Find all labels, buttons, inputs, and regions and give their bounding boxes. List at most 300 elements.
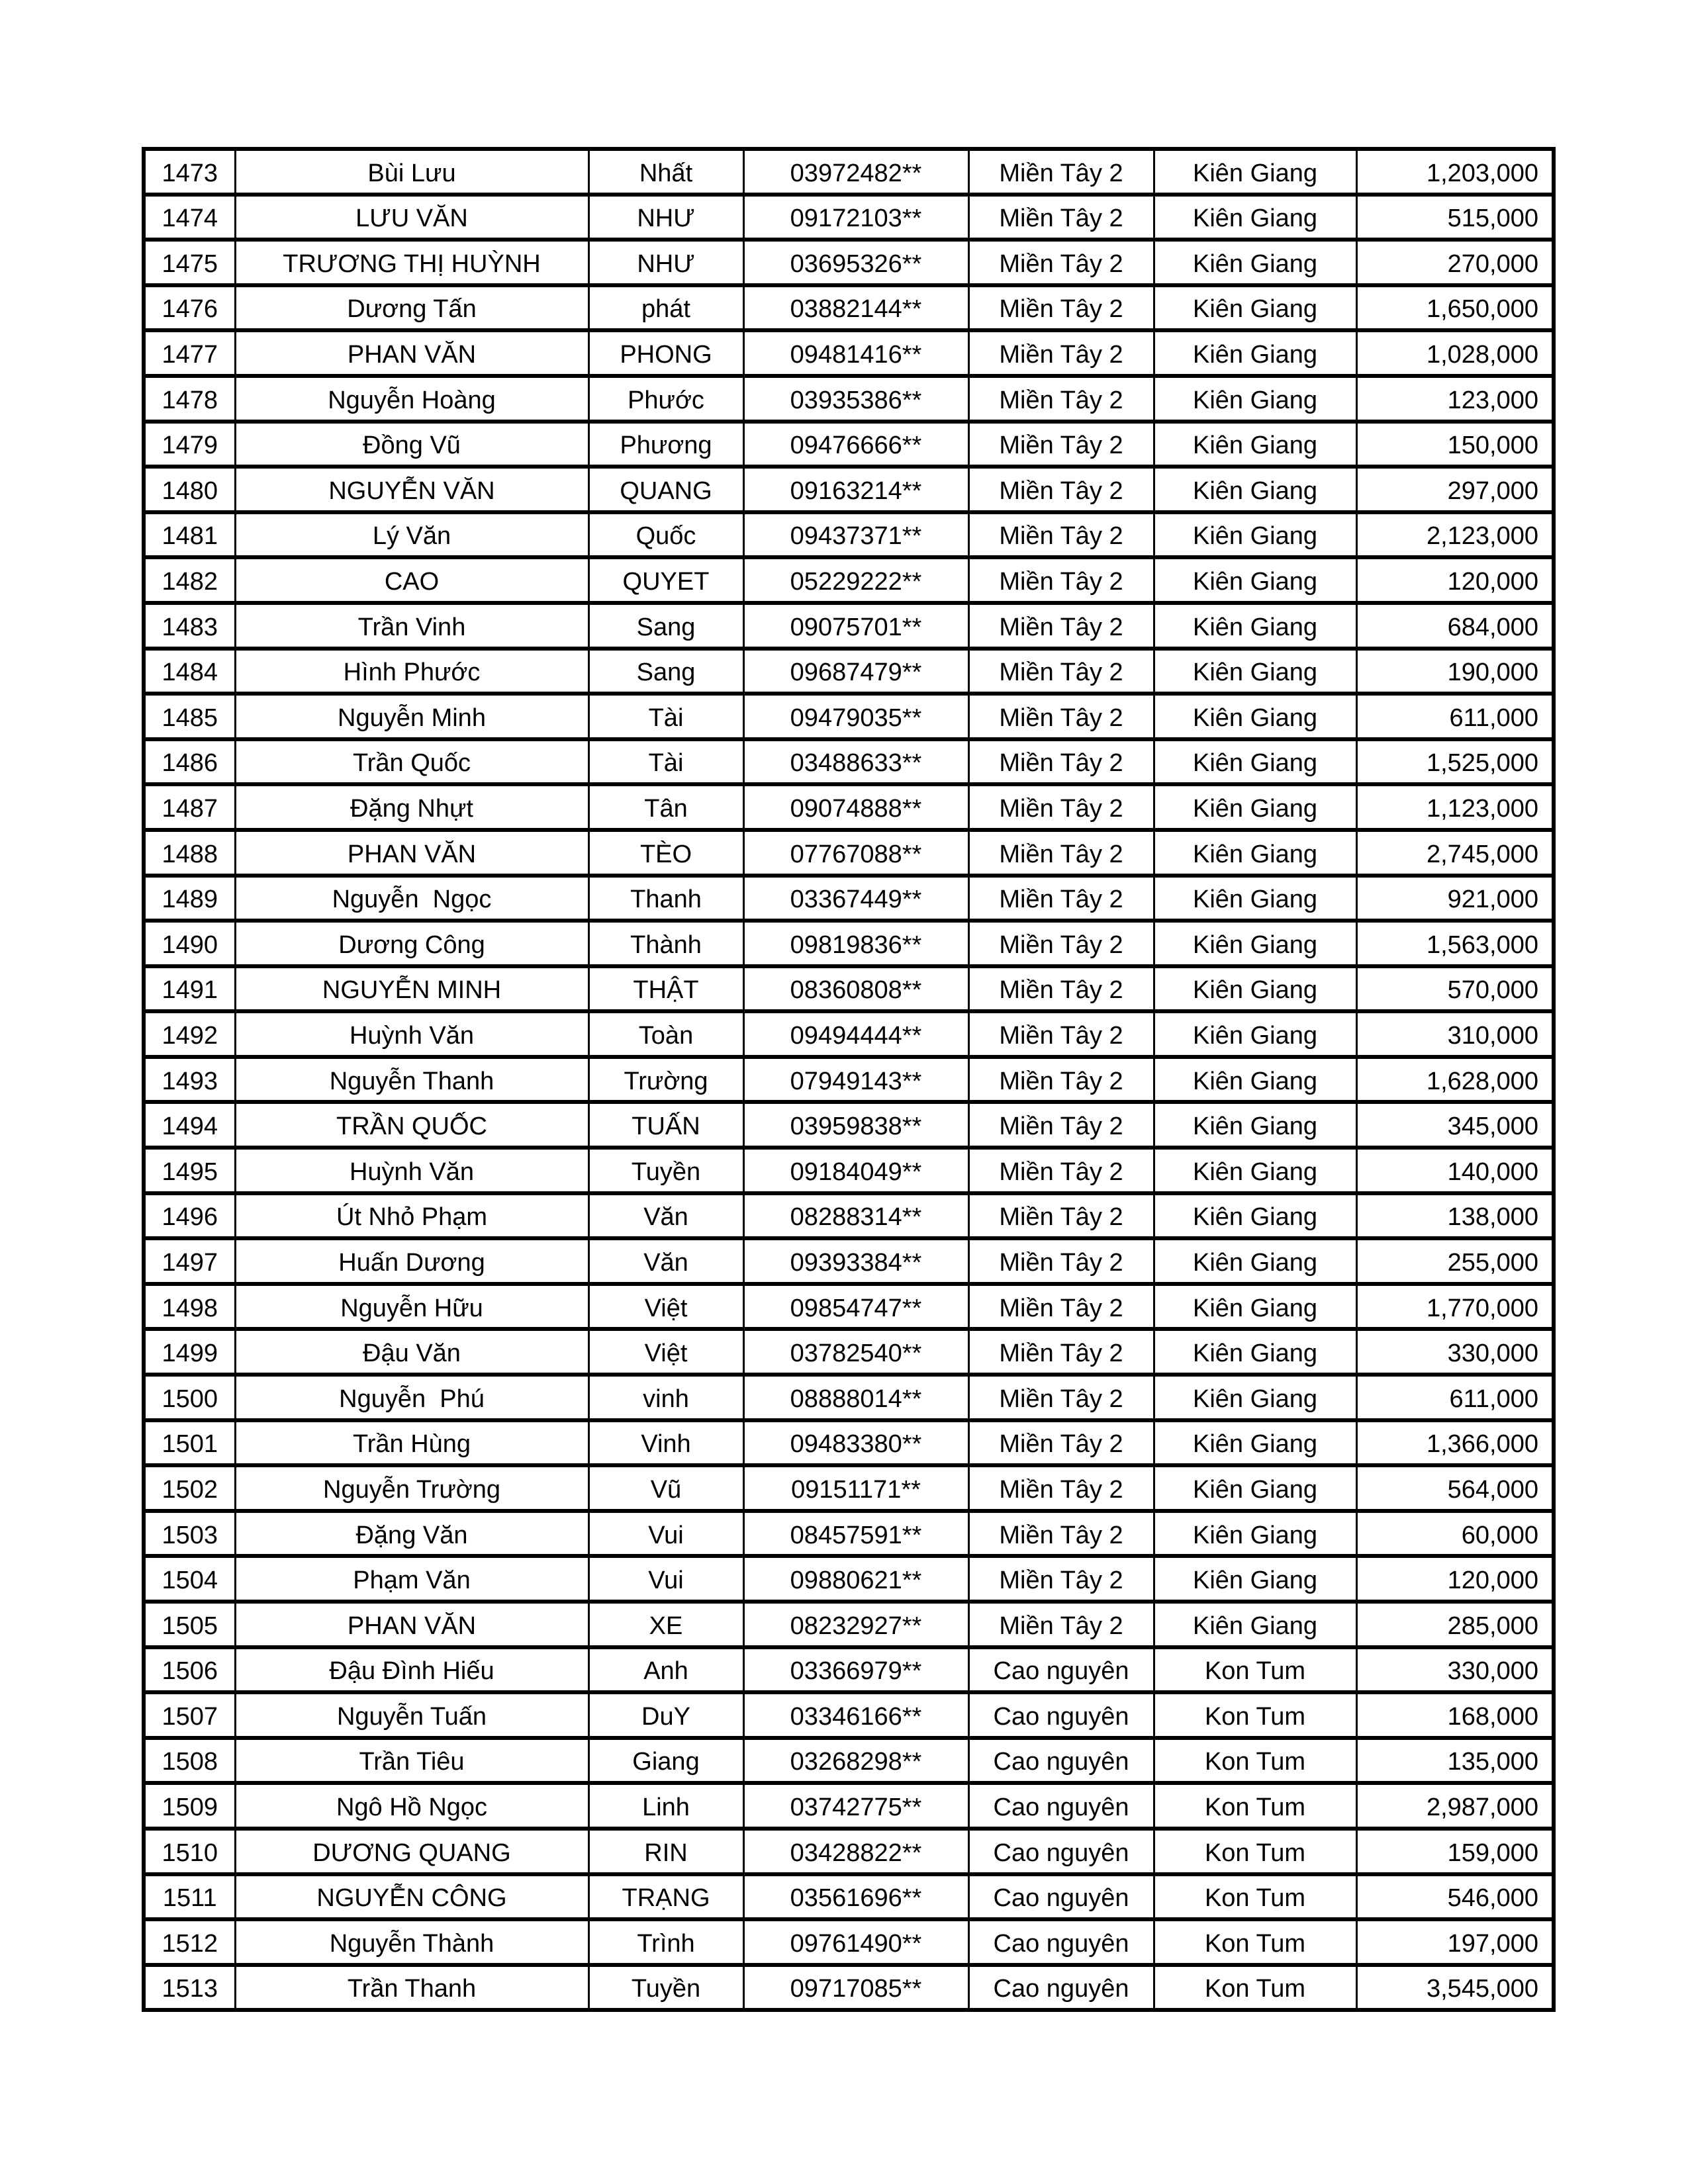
cell-phone: 08888014** (743, 1375, 968, 1420)
cell-index: 1499 (144, 1329, 235, 1375)
cell-amount: 570,000 (1356, 966, 1554, 1012)
cell-province: Kon Tum (1154, 1965, 1356, 2011)
table-row (144, 1465, 1554, 1511)
cell-amount: 138,000 (1356, 1193, 1554, 1239)
cell-index: 1477 (144, 330, 235, 376)
cell-region: Miền Tây 2 (968, 921, 1154, 966)
cell-region: Miền Tây 2 (968, 876, 1154, 921)
cell-amount: 2,745,000 (1356, 830, 1554, 876)
cell-amount: 123,000 (1356, 376, 1554, 422)
cell-given-name: Thành (588, 921, 743, 966)
cell-province: Kiên Giang (1154, 512, 1356, 558)
table-row (144, 1874, 1554, 1920)
cell-phone: 09074888** (743, 784, 968, 830)
cell-surname: Trần Thanh (235, 1965, 588, 2011)
cell-surname: Đậu Văn (235, 1329, 588, 1375)
cell-amount: 1,203,000 (1356, 149, 1554, 195)
cell-amount: 611,000 (1356, 694, 1554, 739)
cell-region: Miền Tây 2 (968, 1148, 1154, 1193)
cell-index: 1484 (144, 649, 235, 694)
cell-province: Kiên Giang (1154, 149, 1356, 195)
cell-province: Kiên Giang (1154, 1556, 1356, 1602)
cell-given-name: NHƯ (588, 240, 743, 285)
cell-phone: 09880621** (743, 1556, 968, 1602)
cell-province: Kiên Giang (1154, 1329, 1356, 1375)
table-row (144, 603, 1554, 649)
cell-province: Kiên Giang (1154, 966, 1356, 1012)
cell-surname: Hình Phước (235, 649, 588, 694)
cell-index: 1511 (144, 1874, 235, 1920)
cell-given-name: Giang (588, 1738, 743, 1784)
cell-province: Kiên Giang (1154, 330, 1356, 376)
cell-index: 1489 (144, 876, 235, 921)
cell-phone: 09437371** (743, 512, 968, 558)
cell-index: 1509 (144, 1783, 235, 1829)
cell-surname: Huấn Dương (235, 1238, 588, 1284)
table-row (144, 1647, 1554, 1693)
cell-phone: 03561696** (743, 1874, 968, 1920)
cell-province: Kiên Giang (1154, 422, 1356, 467)
table-row (144, 1738, 1554, 1784)
table-row (144, 1602, 1554, 1647)
roster-table (142, 147, 1556, 2012)
cell-surname: Bùi Lưu (235, 149, 588, 195)
cell-phone: 03488633** (743, 739, 968, 785)
cell-index: 1513 (144, 1965, 235, 2011)
cell-province: Kiên Giang (1154, 1511, 1356, 1557)
cell-region: Miền Tây 2 (968, 694, 1154, 739)
cell-province: Kiên Giang (1154, 1375, 1356, 1420)
table-row (144, 1420, 1554, 1466)
cell-province: Kiên Giang (1154, 1193, 1356, 1239)
table-row (144, 1057, 1554, 1103)
cell-surname: Ngô Hồ Ngọc (235, 1783, 588, 1829)
cell-province: Kiên Giang (1154, 1602, 1356, 1647)
cell-phone: 03367449** (743, 876, 968, 921)
table-row (144, 1829, 1554, 1874)
cell-surname: Huỳnh Văn (235, 1011, 588, 1057)
cell-region: Cao nguyên (968, 1783, 1154, 1829)
table-row (144, 1511, 1554, 1557)
cell-given-name: DuY (588, 1692, 743, 1738)
table-row (144, 1375, 1554, 1420)
cell-phone: 03346166** (743, 1692, 968, 1738)
cell-given-name: QUANG (588, 467, 743, 512)
cell-region: Miền Tây 2 (968, 467, 1154, 512)
cell-index: 1491 (144, 966, 235, 1012)
cell-province: Kiên Giang (1154, 195, 1356, 240)
cell-given-name: Tài (588, 739, 743, 785)
cell-index: 1507 (144, 1692, 235, 1738)
cell-amount: 297,000 (1356, 467, 1554, 512)
cell-surname: Lý Văn (235, 512, 588, 558)
cell-surname: NGUYỄN MINH (235, 966, 588, 1012)
cell-phone: 08288314** (743, 1193, 968, 1239)
cell-region: Miền Tây 2 (968, 1102, 1154, 1148)
cell-amount: 197,000 (1356, 1919, 1554, 1965)
cell-amount: 1,123,000 (1356, 784, 1554, 830)
cell-given-name: Vui (588, 1556, 743, 1602)
cell-phone: 03882144** (743, 285, 968, 331)
cell-region: Miền Tây 2 (968, 240, 1154, 285)
cell-phone: 03428822** (743, 1829, 968, 1874)
cell-index: 1490 (144, 921, 235, 966)
table-row (144, 1965, 1554, 2011)
cell-index: 1504 (144, 1556, 235, 1602)
cell-surname: Nguyễn Hữu (235, 1284, 588, 1330)
cell-surname: Nguyễn Hoàng (235, 376, 588, 422)
cell-province: Kon Tum (1154, 1692, 1356, 1738)
cell-phone: 09761490** (743, 1919, 968, 1965)
cell-given-name: Tuyền (588, 1965, 743, 2011)
cell-surname: TRƯƠNG THỊ HUỲNH (235, 240, 588, 285)
cell-region: Miền Tây 2 (968, 966, 1154, 1012)
cell-phone: 09075701** (743, 603, 968, 649)
cell-phone: 09854747** (743, 1284, 968, 1330)
cell-phone: 03972482** (743, 149, 968, 195)
cell-province: Kiên Giang (1154, 739, 1356, 785)
cell-province: Kiên Giang (1154, 1238, 1356, 1284)
cell-given-name: vinh (588, 1375, 743, 1420)
table-row (144, 1556, 1554, 1602)
cell-phone: 03366979** (743, 1647, 968, 1693)
cell-phone: 03742775** (743, 1783, 968, 1829)
cell-province: Kiên Giang (1154, 603, 1356, 649)
cell-region: Miền Tây 2 (968, 784, 1154, 830)
cell-region: Miền Tây 2 (968, 739, 1154, 785)
cell-surname: Đặng Nhựt (235, 784, 588, 830)
cell-surname: Út Nhỏ Phạm (235, 1193, 588, 1239)
cell-phone: 09819836** (743, 921, 968, 966)
cell-index: 1496 (144, 1193, 235, 1239)
cell-given-name: Sang (588, 603, 743, 649)
cell-region: Miền Tây 2 (968, 1602, 1154, 1647)
table-row (144, 1284, 1554, 1330)
cell-given-name: Nhất (588, 149, 743, 195)
cell-index: 1488 (144, 830, 235, 876)
cell-region: Cao nguyên (968, 1738, 1154, 1784)
cell-amount: 150,000 (1356, 422, 1554, 467)
cell-surname: Trần Quốc (235, 739, 588, 785)
cell-index: 1510 (144, 1829, 235, 1874)
table-row (144, 1102, 1554, 1148)
cell-given-name: Tuyền (588, 1148, 743, 1193)
table-row (144, 1238, 1554, 1284)
table-row (144, 1692, 1554, 1738)
cell-region: Miền Tây 2 (968, 1465, 1154, 1511)
cell-amount: 60,000 (1356, 1511, 1554, 1557)
cell-region: Miền Tây 2 (968, 1193, 1154, 1239)
cell-region: Miền Tây 2 (968, 1511, 1154, 1557)
cell-given-name: Phước (588, 376, 743, 422)
cell-index: 1497 (144, 1238, 235, 1284)
cell-index: 1485 (144, 694, 235, 739)
cell-index: 1503 (144, 1511, 235, 1557)
table-row (144, 376, 1554, 422)
table-row (144, 1193, 1554, 1239)
table-row (144, 649, 1554, 694)
cell-given-name: Vũ (588, 1465, 743, 1511)
table-row (144, 149, 1554, 195)
cell-phone: 09151171** (743, 1465, 968, 1511)
cell-phone: 07949143** (743, 1057, 968, 1103)
cell-index: 1502 (144, 1465, 235, 1511)
cell-amount: 564,000 (1356, 1465, 1554, 1511)
cell-index: 1505 (144, 1602, 235, 1647)
cell-region: Cao nguyên (968, 1829, 1154, 1874)
cell-given-name: Toàn (588, 1011, 743, 1057)
cell-index: 1487 (144, 784, 235, 830)
cell-province: Kiên Giang (1154, 649, 1356, 694)
cell-region: Miền Tây 2 (968, 830, 1154, 876)
cell-index: 1476 (144, 285, 235, 331)
table-row (144, 784, 1554, 830)
cell-amount: 135,000 (1356, 1738, 1554, 1784)
cell-index: 1494 (144, 1102, 235, 1148)
cell-phone: 03959838** (743, 1102, 968, 1148)
cell-region: Miền Tây 2 (968, 1420, 1154, 1466)
cell-given-name: Văn (588, 1193, 743, 1239)
cell-index: 1479 (144, 422, 235, 467)
cell-phone: 09494444** (743, 1011, 968, 1057)
table-row (144, 876, 1554, 921)
table-row (144, 512, 1554, 558)
cell-given-name: Việt (588, 1329, 743, 1375)
cell-surname: Huỳnh Văn (235, 1148, 588, 1193)
cell-region: Cao nguyên (968, 1692, 1154, 1738)
cell-region: Miền Tây 2 (968, 376, 1154, 422)
cell-surname: NGUYỄN VĂN (235, 467, 588, 512)
table-row (144, 1148, 1554, 1193)
cell-given-name: Thanh (588, 876, 743, 921)
cell-index: 1478 (144, 376, 235, 422)
table-row (144, 1329, 1554, 1375)
cell-amount: 1,770,000 (1356, 1284, 1554, 1330)
cell-amount: 330,000 (1356, 1647, 1554, 1693)
cell-phone: 07767088** (743, 830, 968, 876)
cell-province: Kiên Giang (1154, 830, 1356, 876)
cell-given-name: phát (588, 285, 743, 331)
cell-amount: 255,000 (1356, 1238, 1554, 1284)
cell-region: Miền Tây 2 (968, 149, 1154, 195)
cell-region: Miền Tây 2 (968, 1375, 1154, 1420)
cell-province: Kon Tum (1154, 1874, 1356, 1920)
cell-index: 1492 (144, 1011, 235, 1057)
cell-given-name: Trình (588, 1919, 743, 1965)
cell-region: Cao nguyên (968, 1919, 1154, 1965)
cell-given-name: Trường (588, 1057, 743, 1103)
cell-province: Kiên Giang (1154, 285, 1356, 331)
cell-phone: 09481416** (743, 330, 968, 376)
cell-given-name: NHƯ (588, 195, 743, 240)
cell-index: 1473 (144, 149, 235, 195)
cell-index: 1483 (144, 603, 235, 649)
cell-given-name: Phương (588, 422, 743, 467)
cell-amount: 515,000 (1356, 195, 1554, 240)
cell-amount: 120,000 (1356, 557, 1554, 603)
cell-surname: Nguyễn Minh (235, 694, 588, 739)
cell-index: 1474 (144, 195, 235, 240)
cell-given-name: Văn (588, 1238, 743, 1284)
cell-region: Miền Tây 2 (968, 1011, 1154, 1057)
cell-amount: 2,123,000 (1356, 512, 1554, 558)
cell-province: Kiên Giang (1154, 1465, 1356, 1511)
cell-region: Miền Tây 2 (968, 1284, 1154, 1330)
cell-phone: 08232927** (743, 1602, 968, 1647)
table-row (144, 1783, 1554, 1829)
cell-given-name: TUẤN (588, 1102, 743, 1148)
cell-amount: 2,987,000 (1356, 1783, 1554, 1829)
table-row (144, 240, 1554, 285)
table-row (144, 966, 1554, 1012)
cell-province: Kiên Giang (1154, 557, 1356, 603)
cell-surname: Đồng Vũ (235, 422, 588, 467)
cell-surname: Trần Vinh (235, 603, 588, 649)
cell-amount: 546,000 (1356, 1874, 1554, 1920)
cell-phone: 08457591** (743, 1511, 968, 1557)
cell-amount: 190,000 (1356, 649, 1554, 694)
table-row (144, 285, 1554, 331)
table-row (144, 557, 1554, 603)
cell-province: Kiên Giang (1154, 376, 1356, 422)
cell-given-name: PHONG (588, 330, 743, 376)
cell-region: Miền Tây 2 (968, 649, 1154, 694)
cell-amount: 120,000 (1356, 1556, 1554, 1602)
cell-index: 1500 (144, 1375, 235, 1420)
cell-index: 1481 (144, 512, 235, 558)
cell-region: Miền Tây 2 (968, 603, 1154, 649)
cell-region: Miền Tây 2 (968, 557, 1154, 603)
cell-region: Miền Tây 2 (968, 1057, 1154, 1103)
cell-given-name: Việt (588, 1284, 743, 1330)
cell-region: Cao nguyên (968, 1647, 1154, 1693)
table-row (144, 694, 1554, 739)
cell-index: 1486 (144, 739, 235, 785)
cell-region: Miền Tây 2 (968, 1329, 1154, 1375)
cell-region: Miền Tây 2 (968, 285, 1154, 331)
cell-region: Miền Tây 2 (968, 512, 1154, 558)
cell-amount: 3,545,000 (1356, 1965, 1554, 2011)
cell-given-name: Linh (588, 1783, 743, 1829)
cell-province: Kiên Giang (1154, 240, 1356, 285)
cell-amount: 1,525,000 (1356, 739, 1554, 785)
cell-amount: 921,000 (1356, 876, 1554, 921)
table-row (144, 195, 1554, 240)
cell-province: Kon Tum (1154, 1829, 1356, 1874)
cell-given-name: THẬT (588, 966, 743, 1012)
cell-phone: 08360808** (743, 966, 968, 1012)
table-row (144, 1011, 1554, 1057)
cell-surname: Nguyễn Trường (235, 1465, 588, 1511)
cell-surname: Dương Tấn (235, 285, 588, 331)
cell-region: Cao nguyên (968, 1874, 1154, 1920)
cell-phone: 09184049** (743, 1148, 968, 1193)
cell-region: Miền Tây 2 (968, 422, 1154, 467)
cell-surname: Phạm Văn (235, 1556, 588, 1602)
cell-surname: Nguyễn Thành (235, 1919, 588, 1965)
cell-given-name: Vinh (588, 1420, 743, 1466)
cell-surname: TRẦN QUỐC (235, 1102, 588, 1148)
cell-given-name: Sang (588, 649, 743, 694)
cell-surname: Nguyễn Tuấn (235, 1692, 588, 1738)
cell-amount: 159,000 (1356, 1829, 1554, 1874)
cell-amount: 684,000 (1356, 603, 1554, 649)
cell-phone: 03268298** (743, 1738, 968, 1784)
cell-phone: 03695326** (743, 240, 968, 285)
cell-province: Kiên Giang (1154, 467, 1356, 512)
cell-surname: LƯU VĂN (235, 195, 588, 240)
cell-phone: 09687479** (743, 649, 968, 694)
cell-surname: PHAN VĂN (235, 330, 588, 376)
cell-given-name: TÈO (588, 830, 743, 876)
cell-given-name: RIN (588, 1829, 743, 1874)
cell-index: 1498 (144, 1284, 235, 1330)
table-row (144, 467, 1554, 512)
cell-phone: 09393384** (743, 1238, 968, 1284)
cell-amount: 1,028,000 (1356, 330, 1554, 376)
cell-surname: PHAN VĂN (235, 1602, 588, 1647)
cell-surname: PHAN VĂN (235, 830, 588, 876)
cell-surname: Nguyễn Phú (235, 1375, 588, 1420)
cell-phone: 09172103** (743, 195, 968, 240)
cell-amount: 1,628,000 (1356, 1057, 1554, 1103)
cell-phone: 05229222** (743, 557, 968, 603)
cell-surname: Đặng Văn (235, 1511, 588, 1557)
cell-given-name: TRẠNG (588, 1874, 743, 1920)
cell-province: Kiên Giang (1154, 1420, 1356, 1466)
cell-amount: 1,650,000 (1356, 285, 1554, 331)
cell-surname: CAO (235, 557, 588, 603)
cell-index: 1482 (144, 557, 235, 603)
cell-province: Kon Tum (1154, 1647, 1356, 1693)
cell-surname: DƯƠNG QUANG (235, 1829, 588, 1874)
cell-province: Kiên Giang (1154, 1284, 1356, 1330)
cell-index: 1495 (144, 1148, 235, 1193)
cell-surname: Nguyễn Ngọc (235, 876, 588, 921)
cell-phone: 03782540** (743, 1329, 968, 1375)
cell-surname: Nguyễn Thanh (235, 1057, 588, 1103)
cell-given-name: Tài (588, 694, 743, 739)
table-row (144, 1919, 1554, 1965)
cell-amount: 168,000 (1356, 1692, 1554, 1738)
cell-surname: Dương Công (235, 921, 588, 966)
cell-province: Kiên Giang (1154, 876, 1356, 921)
cell-index: 1501 (144, 1420, 235, 1466)
cell-region: Miền Tây 2 (968, 1556, 1154, 1602)
cell-index: 1512 (144, 1919, 235, 1965)
cell-amount: 330,000 (1356, 1329, 1554, 1375)
cell-given-name: XE (588, 1602, 743, 1647)
cell-surname: NGUYỄN CÔNG (235, 1874, 588, 1920)
cell-province: Kon Tum (1154, 1738, 1356, 1784)
cell-amount: 1,366,000 (1356, 1420, 1554, 1466)
cell-amount: 345,000 (1356, 1102, 1554, 1148)
cell-phone: 03935386** (743, 376, 968, 422)
cell-amount: 611,000 (1356, 1375, 1554, 1420)
cell-index: 1475 (144, 240, 235, 285)
cell-province: Kon Tum (1154, 1919, 1356, 1965)
cell-index: 1506 (144, 1647, 235, 1693)
cell-province: Kiên Giang (1154, 1102, 1356, 1148)
cell-phone: 09717085** (743, 1965, 968, 2011)
cell-surname: Trần Tiêu (235, 1738, 588, 1784)
table-body (144, 149, 1554, 2010)
cell-amount: 140,000 (1356, 1148, 1554, 1193)
cell-region: Miền Tây 2 (968, 195, 1154, 240)
cell-phone: 09483380** (743, 1420, 968, 1466)
cell-amount: 270,000 (1356, 240, 1554, 285)
cell-given-name: Tân (588, 784, 743, 830)
